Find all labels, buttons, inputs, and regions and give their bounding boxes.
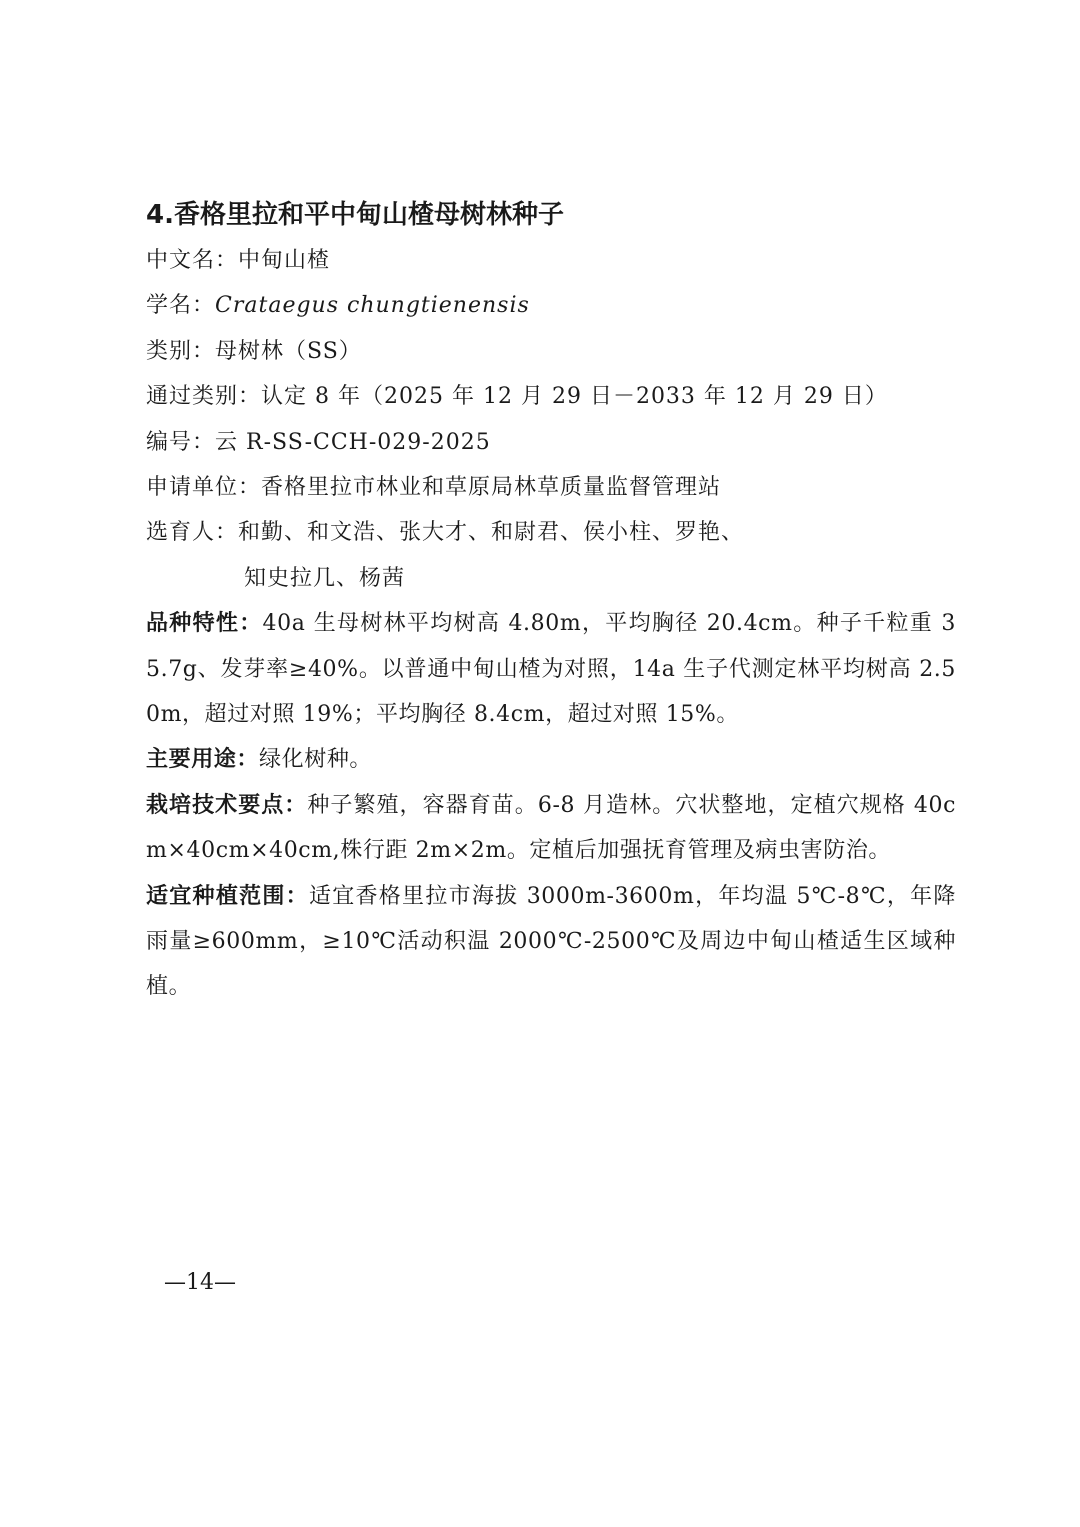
document-body: [146, 192, 956, 1010]
breeders-value-line1: 和勤、和文浩、张大才、和尉君、侯小柱、罗艳、: [238, 520, 745, 546]
page-number: —14—: [164, 1270, 236, 1295]
number-value: 云 R-SS-CCH-029-2025: [215, 429, 491, 455]
chinese-name-label: 中文名：: [146, 248, 239, 273]
approval-type-row: [146, 374, 956, 419]
characteristics-text: 40a 生母树林平均树高 4.80m，平均胸径 20.4cm。种子千粒重 35.7g、发芽率≥40%。以普通中甸山楂为对照，14a 生子代测定林平均树高 2.50m，超过对照 19%；平均胸径 8.4cm，超过对照 15%。: [146, 611, 956, 727]
category-label: 类别：: [146, 338, 216, 364]
cultivation-paragraph: [146, 783, 956, 874]
applicant-value: 香格里拉市林业和草原局林草质量监督管理站: [261, 474, 722, 500]
breeders-row: [146, 510, 956, 555]
number-label: 编号：: [146, 429, 216, 455]
applicant-row: [146, 465, 956, 510]
document-title: 4.香格里拉和平中甸山楂母树林种子: [146, 200, 564, 230]
planting-range-text: 适宜香格里拉市海拔 3000m-3600m，年均温 5℃-8℃，年降雨量≥600mm，≥10℃活动积温 2000℃-2500℃及周边中甸山楂适生区域种植。: [146, 883, 956, 1000]
scientific-name-row: [146, 283, 956, 328]
cultivation-label: 栽培技术要点：: [146, 791, 308, 818]
main-use-paragraph: [146, 737, 956, 782]
main-use-label: 主要用途：: [146, 746, 260, 773]
category-row: [146, 329, 956, 374]
chinese-name-row: [146, 238, 956, 283]
applicant-label: 申请单位：: [146, 474, 262, 500]
cultivation-text: 种子繁殖，容器育苗。6-8 月造林。穴状整地，定植穴规格 40cm×40cm×40cm,株行距 2m×2m。定植后加强抚育管理及病虫害防治。: [146, 792, 956, 864]
category-value: 母树林（SS）: [215, 338, 362, 364]
main-use-text: 绿化树种。: [259, 747, 373, 773]
scientific-name-label: 学名：: [146, 293, 216, 319]
characteristics-paragraph: [146, 601, 956, 737]
characteristics-label: 品种特性：: [146, 610, 263, 637]
number-row: [146, 420, 956, 465]
breeders-continuation-row: [146, 556, 956, 601]
breeders-label: 选育人：: [146, 520, 239, 546]
chinese-name-value: 中甸山楂: [238, 248, 331, 273]
breeders-value-line2: 知史拉几、杨茜: [244, 565, 406, 591]
planting-range-paragraph: [146, 874, 956, 1010]
approval-type-label: 通过类别：: [146, 384, 262, 410]
scientific-name-value: Crataegus chungtienensis: [215, 293, 530, 319]
approval-type-value: 认定 8 年（2025 年 12 月 29 日－2033 年 12 月 29 日）: [261, 384, 888, 410]
planting-range-label: 适宜种植范围：: [146, 882, 309, 909]
